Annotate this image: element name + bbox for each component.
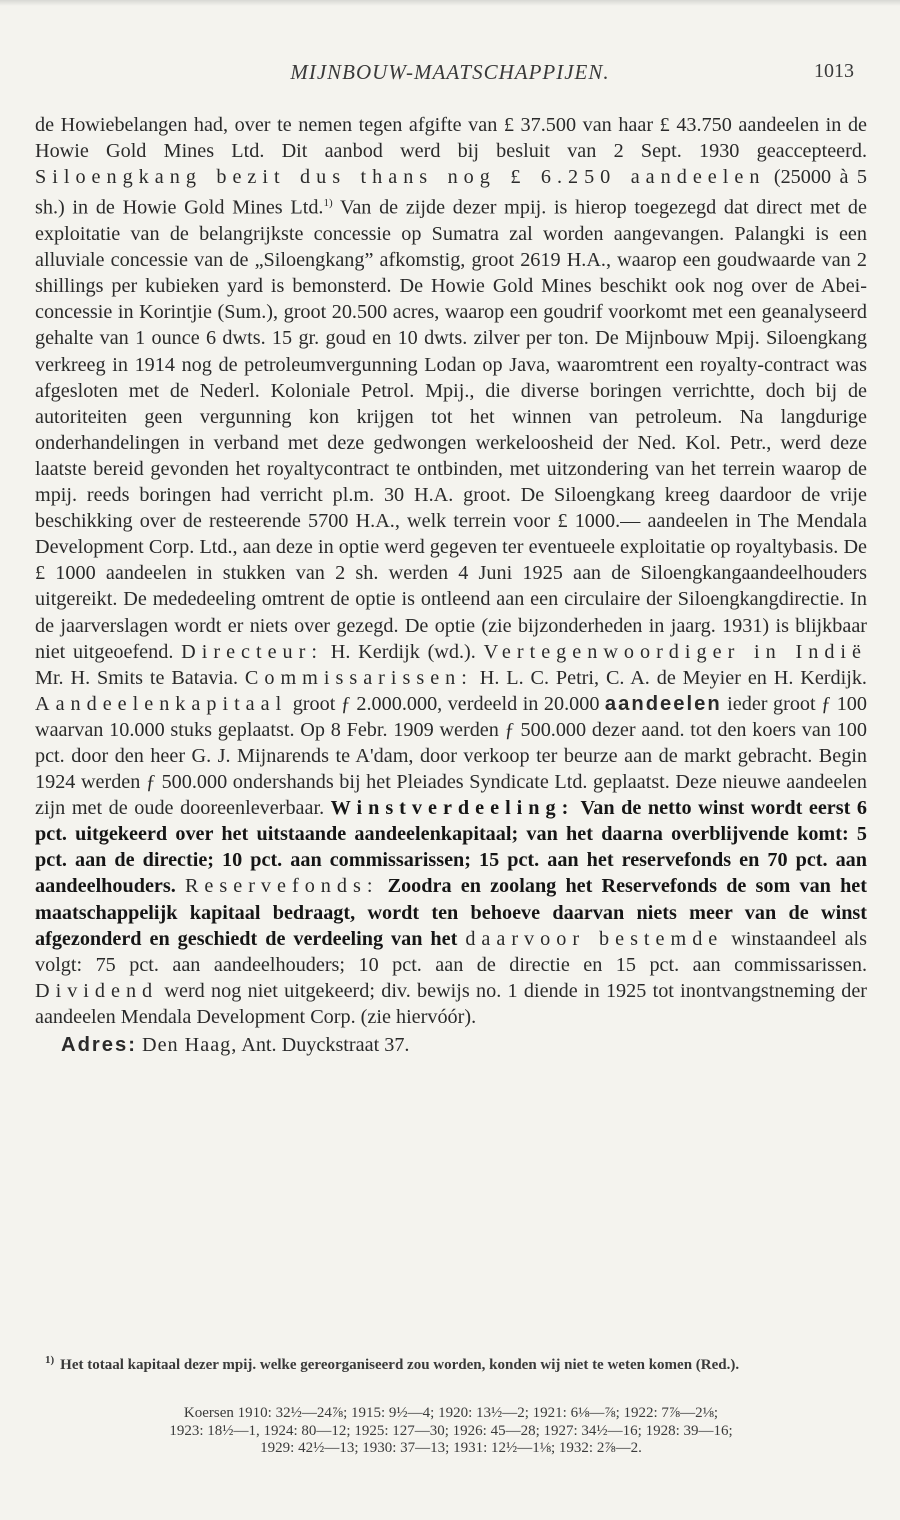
commissarissen-value: H. L. C. Petri, C. A. de Meyier en H. Kerdijk.: [472, 666, 867, 689]
quotes-line: 1923: 18½—1, 1924: 80—12; 1925: 127—30; 1926: 45—28; 1927: 34½—16; 1928: 39—16;: [169, 1422, 733, 1439]
body-text: [35, 112, 867, 1058]
quotes-line: 1929: 42½—13; 1930: 37—13; 1931: 12½—1⅛; 1932: 2⅞—2.: [260, 1440, 642, 1456]
siloengkang-emphasis: Siloengkang bezit dus thans nog £ 6.250 aandeelen: [35, 166, 766, 189]
daarvoor-emphasis: daarvoor bestemde: [465, 927, 724, 950]
footnote: [35, 1352, 867, 1374]
reservefonds-label: Reservefonds:: [184, 875, 379, 898]
aandeelenkapitaal-value: groot ƒ 2.000.000, verdeeld in 20.000: [287, 692, 605, 715]
text-run: de Howiebelangen had, over te nemen tegen afgifte van £ 37.500 van haar £ 43.750 aandeelen in de Howie Gold Mines Ltd. Dit aanbod werd bij besluit van 2 Sept. 1930 geaccepteerd.: [35, 114, 867, 163]
text-run: ieder groot ƒ 100 waarvan 10.000 stuks geplaatst. Op 8 Febr. 1909 werden ƒ 500.000 dezer aand. tot den koers van 100 pct. door den heer G. J. Mijnarends te A'dam, door verkoop ter beurze aan de markt gebracht. Begin 1924 werden ƒ 500.000 ondershands bij het Pleiades Syndicate Ltd. geplaatst. Deze nieuwe aandeelen zijn met de oude dooreenleverbaar.: [35, 692, 867, 820]
footnote-reference: 1): [323, 197, 333, 210]
text-run: Van de zijde dezer mpij. is hierop toegezegd dat direct met de exploitatie van de belangrijkste concessie op Sumatra zal worden aangevangen. Palangki is een alluviale concessie van de „Siloengkang” afkomstig, groot 2619 H.A., waarop een goudwaarde van 2 shillings per kubieken yard is bemonsterd. De Howie Gold Mines beschikt ook nog over de Abei-concessie in Korintjie (Sum.), groot 20.500 acres, waarop een goudrif voorkomt met een geanalyseerd gehalte van 1 ounce 6 dwts. 15 gr. goud en 10 dwts. zilver per ton. De Mijnbouw Mpij. Siloengkang verkreeg in 1914 nog de petroleumvergunning Lodan op Java, waaromtrent een royalty-contract was afgesloten met de Nederl. Koloniale Petrol. Mpij., die diverse boringen verrichtte, doch bij de autoriteiten geen vergunning kon krijgen tot het winnen van petroleum. Na langdurige onderhandelingen in verband met deze gedwongen werkeloosheid der Ned. Kol. Petr., werd deze laatste bereid gevonden het royaltycontract te ontbinden, met uitzondering van het terrein waarop de mpij. reeds boringen had verricht pl.m. 30 H.A. groot. De Siloengkang kreeg daardoor de vrije beschikking over de resteerende 5700 H.A., welk terrein voor £ 1000.— aandeelen in The Mendala Development Corp. Ltd., aan deze in optie werd gegeven ter eventueele exploitatie op royaltybasis. De £ 1000 aandeelen in stukken van 2 sh. werden 4 Juni 1925 aan de Siloengkangaandeelhouders uitgereikt. De mededeeling omtrent de optie is ontleend aan een circulaire der Siloengkangdirectie. In de jaarverslagen wordt er niets over gezegd. De optie (zie bijzonderheden in jaarg. 1931) is blijkbaar niet uitgeoefend.: [35, 197, 867, 663]
winstverdeeling-label: Winstverdeeling:: [330, 797, 575, 820]
page-header: [0, 60, 900, 90]
commissarissen-label: Commissarissen:: [244, 666, 473, 689]
adres-city: Den Haag,: [142, 1034, 238, 1057]
directeur-label: Directeur:: [181, 640, 323, 663]
adres-label: Adres:: [61, 1034, 137, 1057]
footnote-marker: 1): [45, 1354, 55, 1366]
text-run: Van de netto winst wordt eerst 6 pct. uitgekeerd over het uitstaande aandeelenkapitaal; van het daarna overblijvende komt: 5 pct. aan de directie; 10 pct. aan commissarissen; 15 pct. aan het reservefonds en 70 pct. aan aandeelhouders.: [35, 797, 867, 898]
page-top-edge: [0, 0, 900, 6]
vertegenwoordiger-value: Mr. H. Smits te Batavia.: [35, 666, 245, 689]
text-run: (25000 à 5 sh.) in de Howie Gold Mines Ltd.: [35, 166, 867, 220]
price-quotes: [35, 1405, 867, 1458]
aandeelen-bold: aandeelen: [604, 692, 722, 715]
vertegenwoordiger-label: Vertegenwoordiger in Indië: [483, 640, 868, 663]
text-run: Zoodra en zoolang het Reservefonds de som van het maatschappelijk kapitaal bedraagt, wordt ten behoeve daarvan niets meer van de winst afgezonderd en geschiedt de verdeeling van het: [35, 875, 867, 950]
text-run: werd nog niet uitgekeerd; div. bewijs no. 1 diende in 1925 tot inontvangstneming der aandeelen Mendala Development Corp. (zie hiervóór).: [35, 979, 867, 1028]
text-run: winstaandeel als volgt: 75 pct. aan aandeelhouders; 10 pct. aan de directie en 15 pct. aan commissarissen.: [35, 927, 868, 976]
dividend-label: Dividend: [35, 979, 159, 1002]
running-title: MIJNBOUW-MAATSCHAPPIJEN.: [290, 60, 610, 84]
adres-street: Ant. Duyckstraat 37.: [237, 1034, 410, 1057]
address-line: [35, 1032, 867, 1058]
directeur-value: H. Kerdijk (wd.).: [322, 640, 484, 663]
page-number: 1013: [814, 60, 854, 82]
quotes-line: Koersen 1910: 32½—24⅞; 1915: 9½—4; 1920: 13½—2; 1921: 6⅛—⅞; 1922: 7⅞—2⅛;: [183, 1405, 719, 1421]
aandeelenkapitaal-label: Aandeelenkapitaal: [35, 692, 288, 715]
footnote-text: Het totaal kapitaal dezer mpij. welke gereorganiseerd zou worden, konden wij niet te weten komen (Red.).: [60, 1357, 740, 1373]
